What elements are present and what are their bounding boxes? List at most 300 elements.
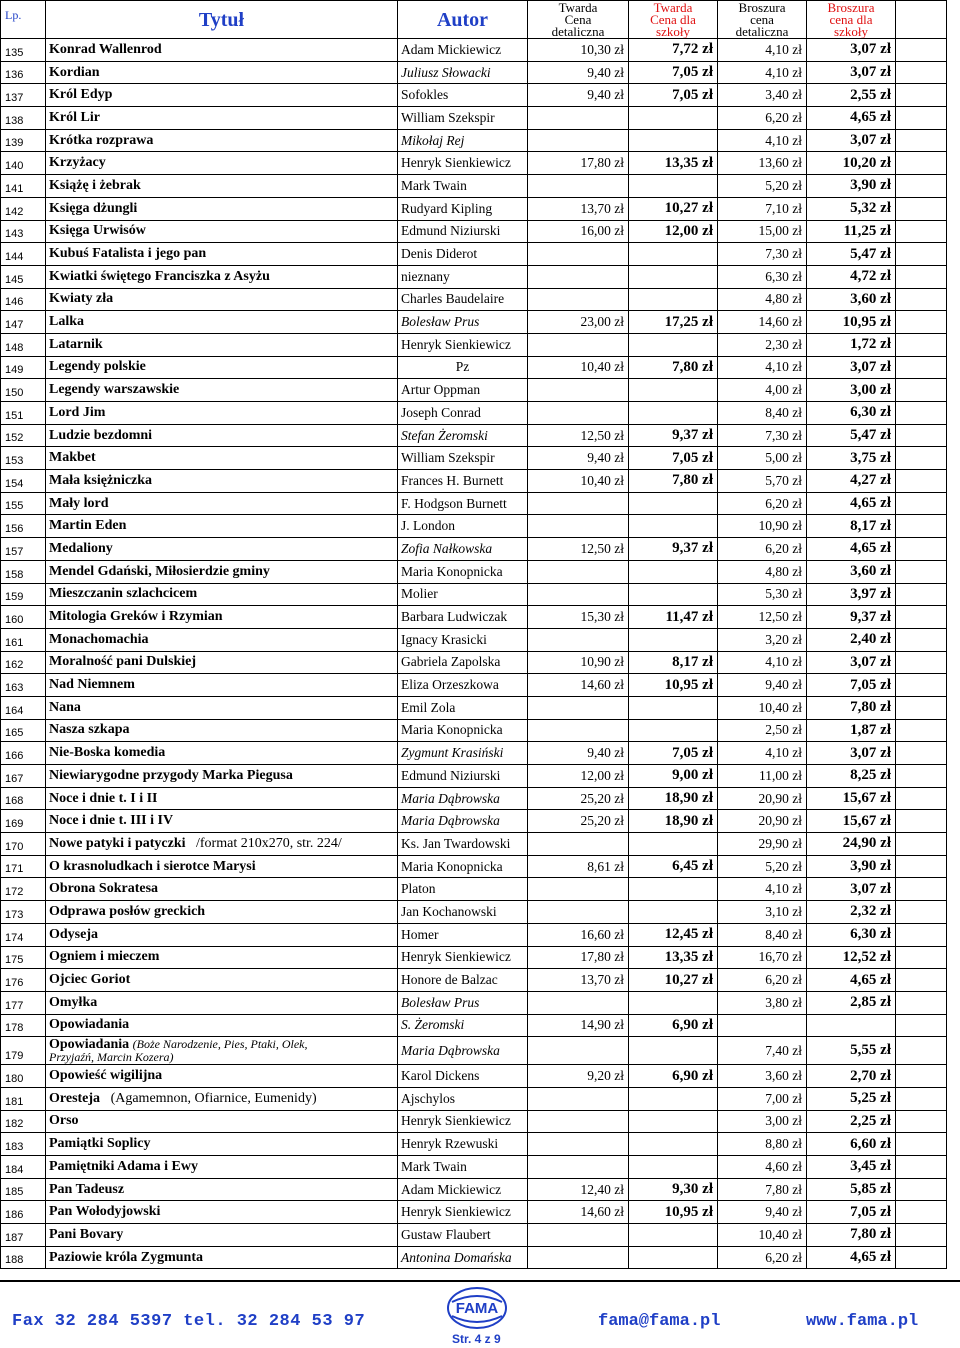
book-title bbox=[46, 492, 398, 515]
book-author: Zofia Nałkowska bbox=[398, 538, 528, 561]
table-row bbox=[1, 39, 947, 62]
book-title bbox=[46, 606, 398, 629]
row-spacer bbox=[896, 129, 947, 152]
row-spacer bbox=[896, 424, 947, 447]
hardcover-retail-price: 25,20 zł bbox=[528, 787, 629, 810]
row-spacer bbox=[896, 379, 947, 402]
book-author: Maria Konopnicka bbox=[398, 719, 528, 742]
softcover-retail-price: 5,20 zł bbox=[718, 855, 807, 878]
table-row bbox=[1, 787, 947, 810]
book-author: F. Hodgson Burnett bbox=[398, 492, 528, 515]
row-spacer bbox=[896, 288, 947, 311]
hardcover-retail-price bbox=[528, 696, 629, 719]
book-author: Adam Mickiewicz bbox=[398, 1178, 528, 1201]
book-title-text: Nana bbox=[49, 699, 81, 715]
book-title-text: Kubuś Fatalista i jego pan bbox=[49, 246, 207, 262]
hardcover-retail-price: 25,20 zł bbox=[528, 810, 629, 833]
book-title-text: Moralność pani Dulskiej bbox=[49, 654, 197, 670]
softcover-school-price: 6,60 zł bbox=[807, 1133, 896, 1156]
row-number: 155 bbox=[1, 492, 46, 515]
fama-logo-text: FAMA bbox=[455, 1300, 499, 1317]
table-row bbox=[1, 129, 947, 152]
table-row bbox=[1, 1110, 947, 1133]
row-number: 160 bbox=[1, 606, 46, 629]
row-spacer bbox=[896, 1133, 947, 1156]
book-author: Edmund Niziurski bbox=[398, 765, 528, 788]
table-row bbox=[1, 651, 947, 674]
hardcover-retail-price bbox=[528, 1156, 629, 1179]
hardcover-retail-price bbox=[528, 129, 629, 152]
row-spacer bbox=[896, 628, 947, 651]
book-author: Jan Kochanowski bbox=[398, 901, 528, 924]
book-author: Platon bbox=[398, 878, 528, 901]
hardcover-retail-price bbox=[528, 379, 629, 402]
table-row bbox=[1, 447, 947, 470]
row-number: 175 bbox=[1, 946, 46, 969]
row-spacer bbox=[896, 333, 947, 356]
hardcover-school-price: 9,00 zł bbox=[629, 765, 718, 788]
row-number: 173 bbox=[1, 901, 46, 924]
book-title-text: Mieszczanin szlachcicem bbox=[49, 586, 198, 602]
row-spacer bbox=[896, 152, 947, 175]
book-author: Henryk Rzewuski bbox=[398, 1133, 528, 1156]
hardcover-school-price bbox=[629, 1224, 718, 1247]
hardcover-school-price bbox=[629, 901, 718, 924]
hardcover-retail-price: 15,30 zł bbox=[528, 606, 629, 629]
hardcover-retail-price bbox=[528, 175, 629, 198]
book-title-text: Król Edyp bbox=[49, 87, 113, 103]
row-spacer bbox=[896, 583, 947, 606]
hardcover-retail-price bbox=[528, 265, 629, 288]
hardcover-school-price bbox=[629, 1156, 718, 1179]
row-spacer bbox=[896, 1014, 947, 1037]
row-spacer bbox=[896, 1246, 947, 1269]
softcover-retail-price: 20,90 zł bbox=[718, 810, 807, 833]
hardcover-retail-price bbox=[528, 1087, 629, 1110]
row-spacer bbox=[896, 1178, 947, 1201]
softcover-retail-price: 7,10 zł bbox=[718, 197, 807, 220]
row-number: 172 bbox=[1, 878, 46, 901]
hardcover-retail-price bbox=[528, 1110, 629, 1133]
hardcover-school-price bbox=[629, 175, 718, 198]
hardcover-retail-price bbox=[528, 833, 629, 856]
book-title bbox=[46, 356, 398, 379]
softcover-school-price: 3,07 zł bbox=[807, 39, 896, 62]
book-title bbox=[46, 696, 398, 719]
book-title bbox=[46, 946, 398, 969]
book-author: nieznany bbox=[398, 265, 528, 288]
row-number: 153 bbox=[1, 447, 46, 470]
row-number: 167 bbox=[1, 765, 46, 788]
hardcover-school-price: 9,37 zł bbox=[629, 424, 718, 447]
book-title-text: Medaliony bbox=[49, 540, 113, 556]
book-title-text: Nad Niemnem bbox=[49, 677, 135, 693]
softcover-school-price: 3,90 zł bbox=[807, 175, 896, 198]
book-author: Henryk Sienkiewicz bbox=[398, 946, 528, 969]
softcover-retail-price: 8,40 zł bbox=[718, 402, 807, 425]
softcover-school-price: 6,30 zł bbox=[807, 923, 896, 946]
softcover-retail-price: 7,40 zł bbox=[718, 1037, 807, 1065]
book-title-text: Legendy polskie bbox=[49, 359, 146, 375]
hardcover-retail-price: 14,60 zł bbox=[528, 674, 629, 697]
hardcover-retail-price: 10,30 zł bbox=[528, 39, 629, 62]
row-number: 168 bbox=[1, 787, 46, 810]
hardcover-school-price: 10,27 zł bbox=[629, 197, 718, 220]
book-title bbox=[46, 379, 398, 402]
book-title bbox=[46, 560, 398, 583]
book-author: Barbara Ludwiczak bbox=[398, 606, 528, 629]
hardcover-school-price: 7,80 zł bbox=[629, 470, 718, 493]
hardcover-school-price bbox=[629, 696, 718, 719]
row-number: 188 bbox=[1, 1246, 46, 1269]
hardcover-retail-price: 10,40 zł bbox=[528, 470, 629, 493]
hardcover-retail-price bbox=[528, 901, 629, 924]
softcover-school-price: 5,85 zł bbox=[807, 1178, 896, 1201]
table-row bbox=[1, 538, 947, 561]
table-row bbox=[1, 742, 947, 765]
row-number: 148 bbox=[1, 333, 46, 356]
book-title-note: (Boże Narodzenie, Pies, Ptaki, Olek, bbox=[132, 1037, 308, 1052]
softcover-school-price: 4,27 zł bbox=[807, 470, 896, 493]
table-row bbox=[1, 356, 947, 379]
book-author: S. Żeromski bbox=[398, 1014, 528, 1037]
softcover-school-price: 7,05 zł bbox=[807, 1201, 896, 1224]
book-title bbox=[46, 470, 398, 493]
softcover-retail-price: 5,70 zł bbox=[718, 470, 807, 493]
softcover-retail-price: 3,80 zł bbox=[718, 991, 807, 1014]
row-number: 180 bbox=[1, 1065, 46, 1088]
hardcover-school-price: 18,90 zł bbox=[629, 810, 718, 833]
book-title bbox=[46, 674, 398, 697]
book-title bbox=[46, 1224, 398, 1247]
softcover-retail-price: 29,90 zł bbox=[718, 833, 807, 856]
row-spacer bbox=[896, 742, 947, 765]
softcover-retail-price: 2,30 zł bbox=[718, 333, 807, 356]
hardcover-school-price bbox=[629, 402, 718, 425]
row-spacer bbox=[896, 651, 947, 674]
hardcover-school-price bbox=[629, 1133, 718, 1156]
table-row bbox=[1, 1014, 947, 1037]
hardcover-retail-price bbox=[528, 628, 629, 651]
softcover-school-price: 3,45 zł bbox=[807, 1156, 896, 1179]
softcover-retail-price: 4,10 zł bbox=[718, 651, 807, 674]
hardcover-school-price: 9,37 zł bbox=[629, 538, 718, 561]
row-number: 184 bbox=[1, 1156, 46, 1179]
hardcover-school-price: 6,45 zł bbox=[629, 855, 718, 878]
book-title bbox=[46, 1110, 398, 1133]
table-body bbox=[1, 39, 947, 1269]
row-spacer bbox=[896, 470, 947, 493]
book-title-text: Noce i dnie t. I i II bbox=[49, 790, 158, 806]
row-spacer bbox=[896, 1037, 947, 1065]
page-footer bbox=[0, 1280, 960, 1348]
softcover-school-price: 3,60 zł bbox=[807, 288, 896, 311]
row-spacer bbox=[896, 220, 947, 243]
book-title-text: Pamiątki Soplicy bbox=[49, 1136, 151, 1152]
book-title bbox=[46, 628, 398, 651]
row-number: 143 bbox=[1, 220, 46, 243]
hardcover-school-price bbox=[629, 1246, 718, 1269]
hardcover-school-price: 10,95 zł bbox=[629, 674, 718, 697]
softcover-school-price: 2,55 zł bbox=[807, 84, 896, 107]
table-row bbox=[1, 107, 947, 130]
book-title-text: Opowiadania bbox=[49, 1037, 130, 1053]
hardcover-school-price bbox=[629, 107, 718, 130]
book-title bbox=[46, 901, 398, 924]
hardcover-retail-price bbox=[528, 1224, 629, 1247]
softcover-school-price: 4,65 zł bbox=[807, 538, 896, 561]
softcover-school-price: 10,20 zł bbox=[807, 152, 896, 175]
book-title bbox=[46, 833, 398, 856]
book-author: Denis Diderot bbox=[398, 243, 528, 266]
table-row bbox=[1, 61, 947, 84]
row-number: 154 bbox=[1, 470, 46, 493]
softcover-school-price: 4,72 zł bbox=[807, 265, 896, 288]
row-spacer bbox=[896, 447, 947, 470]
row-number: 162 bbox=[1, 651, 46, 674]
hardcover-retail-price bbox=[528, 492, 629, 515]
book-title-text: Omyłka bbox=[49, 994, 98, 1010]
book-title-text: Ogniem i mieczem bbox=[49, 949, 160, 965]
book-title bbox=[46, 197, 398, 220]
table-row bbox=[1, 288, 947, 311]
row-spacer bbox=[896, 61, 947, 84]
table-row bbox=[1, 833, 947, 856]
table-row bbox=[1, 265, 947, 288]
hardcover-school-price: 18,90 zł bbox=[629, 787, 718, 810]
hardcover-school-price bbox=[629, 1110, 718, 1133]
hardcover-retail-price bbox=[528, 402, 629, 425]
softcover-retail-price: 4,10 zł bbox=[718, 878, 807, 901]
header-softcover-retail: Broszura cena detaliczna bbox=[718, 1, 807, 39]
book-title bbox=[46, 719, 398, 742]
row-number: 139 bbox=[1, 129, 46, 152]
hardcover-retail-price: 10,90 zł bbox=[528, 651, 629, 674]
softcover-retail-price: 3,40 zł bbox=[718, 84, 807, 107]
book-title bbox=[46, 1133, 398, 1156]
softcover-retail-price: 4,10 zł bbox=[718, 356, 807, 379]
softcover-retail-price: 4,80 zł bbox=[718, 560, 807, 583]
book-title-text: Lord Jim bbox=[49, 404, 106, 420]
row-spacer bbox=[896, 265, 947, 288]
softcover-retail-price: 5,00 zł bbox=[718, 447, 807, 470]
row-spacer bbox=[896, 39, 947, 62]
softcover-retail-price: 14,60 zł bbox=[718, 311, 807, 334]
book-title-text: Kwiatki świętego Franciszka z Asyżu bbox=[49, 268, 270, 284]
softcover-school-price: 5,55 zł bbox=[807, 1037, 896, 1065]
header-lp: Lp. bbox=[1, 1, 46, 39]
book-title-text: Odyseja bbox=[49, 926, 98, 942]
row-spacer bbox=[896, 243, 947, 266]
table-row bbox=[1, 333, 947, 356]
book-title-text: Ojciec Goriot bbox=[49, 972, 131, 988]
book-title-text: Pani Bovary bbox=[49, 1226, 124, 1242]
table-row bbox=[1, 1178, 947, 1201]
footer-email-link[interactable]: fama@fama.pl bbox=[598, 1312, 721, 1331]
book-title bbox=[46, 651, 398, 674]
softcover-retail-price: 9,40 zł bbox=[718, 1201, 807, 1224]
table-row bbox=[1, 470, 947, 493]
book-title bbox=[46, 107, 398, 130]
softcover-school-price: 15,67 zł bbox=[807, 787, 896, 810]
hardcover-retail-price bbox=[528, 991, 629, 1014]
row-number: 137 bbox=[1, 84, 46, 107]
book-title-text: Mitologia Greków i Rzymian bbox=[49, 609, 223, 625]
book-title bbox=[46, 878, 398, 901]
table-row bbox=[1, 560, 947, 583]
row-spacer bbox=[896, 787, 947, 810]
table-row bbox=[1, 696, 947, 719]
book-title bbox=[46, 61, 398, 84]
book-author: Juliusz Słowacki bbox=[398, 61, 528, 84]
row-spacer bbox=[896, 1065, 947, 1088]
row-spacer bbox=[896, 946, 947, 969]
book-title-text: Noce i dnie t. III i IV bbox=[49, 813, 174, 829]
softcover-school-price: 15,67 zł bbox=[807, 810, 896, 833]
book-title bbox=[46, 810, 398, 833]
header-hardcover-school: Twarda Cena dla szkoły bbox=[629, 1, 718, 39]
softcover-school-price bbox=[807, 1014, 896, 1037]
row-number: 150 bbox=[1, 379, 46, 402]
row-number: 178 bbox=[1, 1014, 46, 1037]
table-row bbox=[1, 901, 947, 924]
row-spacer bbox=[896, 175, 947, 198]
book-title bbox=[46, 1037, 398, 1065]
row-number: 140 bbox=[1, 152, 46, 175]
row-number: 170 bbox=[1, 833, 46, 856]
book-title bbox=[46, 515, 398, 538]
softcover-retail-price: 5,30 zł bbox=[718, 583, 807, 606]
book-title-text: Monachomachia bbox=[49, 631, 149, 647]
row-spacer bbox=[896, 1087, 947, 1110]
softcover-school-price: 3,07 zł bbox=[807, 356, 896, 379]
book-title-text: Pan Wołodyjowski bbox=[49, 1204, 161, 1220]
softcover-school-price: 5,47 zł bbox=[807, 424, 896, 447]
hardcover-retail-price bbox=[528, 583, 629, 606]
book-author: Maria Konopnicka bbox=[398, 560, 528, 583]
book-title bbox=[46, 288, 398, 311]
book-author: Henryk Sienkiewicz bbox=[398, 152, 528, 175]
book-title bbox=[46, 39, 398, 62]
softcover-retail-price: 6,20 zł bbox=[718, 969, 807, 992]
book-title-text: Obrona Sokratesa bbox=[49, 881, 159, 897]
row-spacer bbox=[896, 515, 947, 538]
row-number: 151 bbox=[1, 402, 46, 425]
book-title-text: Latarnik bbox=[49, 336, 103, 352]
header-hardcover-retail: Twarda Cena detaliczna bbox=[528, 1, 629, 39]
softcover-school-price: 24,90 zł bbox=[807, 833, 896, 856]
hardcover-school-price: 7,05 zł bbox=[629, 742, 718, 765]
row-spacer bbox=[896, 765, 947, 788]
row-spacer bbox=[896, 606, 947, 629]
book-author: Frances H. Burnett bbox=[398, 470, 528, 493]
book-title-text: Krzyżacy bbox=[49, 155, 106, 171]
book-author: Bolesław Prus bbox=[398, 311, 528, 334]
hardcover-school-price: 6,90 zł bbox=[629, 1065, 718, 1088]
hardcover-retail-price bbox=[528, 107, 629, 130]
book-title-text: Nie-Boska komedia bbox=[49, 745, 166, 761]
book-title-text: Krótka rozprawa bbox=[49, 132, 154, 148]
book-title-text: Konrad Wallenrod bbox=[49, 41, 162, 57]
table-row bbox=[1, 1133, 947, 1156]
header-softcover-school: Broszura cena dla szkoły bbox=[807, 1, 896, 39]
hardcover-retail-price: 17,80 zł bbox=[528, 152, 629, 175]
table-row bbox=[1, 878, 947, 901]
row-spacer bbox=[896, 107, 947, 130]
book-title-text: Kwiaty zła bbox=[49, 291, 114, 307]
table-row bbox=[1, 311, 947, 334]
softcover-school-price: 10,95 zł bbox=[807, 311, 896, 334]
book-title bbox=[46, 311, 398, 334]
hardcover-retail-price bbox=[528, 243, 629, 266]
row-spacer bbox=[896, 1156, 947, 1179]
row-spacer bbox=[896, 855, 947, 878]
table-row bbox=[1, 1224, 947, 1247]
row-number: 174 bbox=[1, 923, 46, 946]
book-title-text: Nowe patyki i patyczki bbox=[49, 835, 186, 851]
softcover-school-price: 4,65 zł bbox=[807, 969, 896, 992]
hardcover-retail-price: 9,40 zł bbox=[528, 84, 629, 107]
book-title-text: Odprawa posłów greckich bbox=[49, 903, 206, 919]
hardcover-school-price: 10,27 zł bbox=[629, 969, 718, 992]
footer-website-link[interactable]: www.fama.pl bbox=[806, 1312, 919, 1331]
softcover-retail-price: 4,10 zł bbox=[718, 742, 807, 765]
table-row bbox=[1, 1087, 947, 1110]
row-number: 158 bbox=[1, 560, 46, 583]
softcover-retail-price: 3,10 zł bbox=[718, 901, 807, 924]
hardcover-school-price bbox=[629, 129, 718, 152]
hardcover-school-price: 7,05 zł bbox=[629, 447, 718, 470]
table-row bbox=[1, 515, 947, 538]
table-row bbox=[1, 1065, 947, 1088]
softcover-retail-price: 7,30 zł bbox=[718, 424, 807, 447]
book-author: Mikołaj Rej bbox=[398, 129, 528, 152]
table-row bbox=[1, 152, 947, 175]
softcover-retail-price: 7,80 zł bbox=[718, 1178, 807, 1201]
row-spacer bbox=[896, 402, 947, 425]
book-author: Stefan Żeromski bbox=[398, 424, 528, 447]
book-author: Maria Konopnicka bbox=[398, 855, 528, 878]
header-row bbox=[1, 1, 947, 39]
row-number: 185 bbox=[1, 1178, 46, 1201]
table-row bbox=[1, 379, 947, 402]
book-author: Ks. Jan Twardowski bbox=[398, 833, 528, 856]
row-spacer bbox=[896, 810, 947, 833]
row-spacer bbox=[896, 311, 947, 334]
table-row bbox=[1, 719, 947, 742]
row-number: 164 bbox=[1, 696, 46, 719]
softcover-retail-price: 4,60 zł bbox=[718, 1156, 807, 1179]
book-title bbox=[46, 1065, 398, 1088]
book-title bbox=[46, 1156, 398, 1179]
book-title-text: Oresteja bbox=[49, 1090, 101, 1106]
hardcover-school-price: 7,05 zł bbox=[629, 61, 718, 84]
header-author: Autor bbox=[398, 1, 528, 39]
row-number: 183 bbox=[1, 1133, 46, 1156]
hardcover-retail-price bbox=[528, 1037, 629, 1065]
book-title bbox=[46, 1014, 398, 1037]
table-row bbox=[1, 402, 947, 425]
hardcover-retail-price bbox=[528, 560, 629, 583]
softcover-retail-price: 7,00 zł bbox=[718, 1087, 807, 1110]
hardcover-school-price bbox=[629, 628, 718, 651]
softcover-retail-price: 4,10 zł bbox=[718, 39, 807, 62]
hardcover-school-price bbox=[629, 719, 718, 742]
book-title bbox=[46, 175, 398, 198]
hardcover-school-price bbox=[629, 333, 718, 356]
book-author: Molier bbox=[398, 583, 528, 606]
book-author: Rudyard Kipling bbox=[398, 197, 528, 220]
